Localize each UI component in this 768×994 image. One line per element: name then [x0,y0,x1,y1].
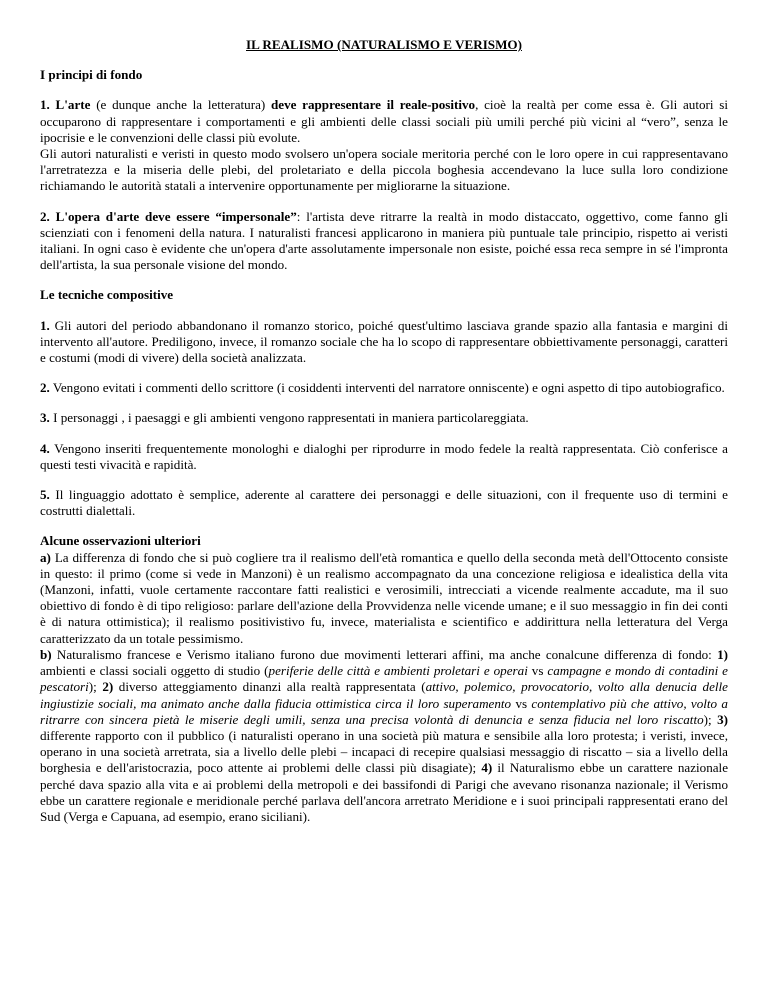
bold-text: deve rappresentare il reale-positivo [270,97,476,113]
section-heading-principi: I principi di fondo [40,67,143,83]
list-item: 2. Vengono evitati i commenti dello scrittore (i cosiddenti interventi del narratore onniscente) e ogni aspetto di tipo autobiografico. [40,380,725,396]
list-item: 1. Gli autori del periodo abbandonano il romanzo storico, poiché quest'ultimo lasciava grande spazio alla fantasia e margini di intervento all'autore. Prediligono, invece, il romanzo sociale che ha lo scopo di rappresentare obbiettivamente personaggi, caratteri e costumi (modi di vivere) della società analizzata. [40,317,728,366]
paragraph-arte: 1. L'arte (e dunque anche la letteratura) deve rappresentare il reale-positivo, cioè la realtà per come essa è. Gli autori si occuparono di rappresentare i comportamenti e gli ambienti delle classi sociali più umili perché più vicini al “vero”, senza le ipocrisie e le convenzioni delle classi più evolute. [40,97,729,145]
observation-a: a) La differenza di fondo che si può cogliere tra il realismo dell'età romantica e quello della seconda metà dell'Ottocento consiste in questo: il primo (come si vede in Manzoni) è un realismo accompagnato da una concezione religiosa e idealistica della vita (Manzoni, infatti, vuole certamente raccontare fatti realistici e verosimili, intrecciati a vicende realmente accadute, ma il suo obiettivo di fondo è di tipo religioso: parlare dell'azione della Provvidenza nelle vicende umane; e il suo messaggio in fin dei conti è di natura ottimistica); il realismo positivistivo fu, invece, materialista e scientifico e addirittura nella letteratura del Verga caratterizzato da un totale pessimismo. [40,549,728,646]
list-item: 5. Il linguaggio adottato è semplice, aderente al carattere dei personaggi e delle situazioni, con il frequente uso di termini e costrutti dialettali. [40,487,728,519]
bold-text: 1. L'arte [40,97,91,113]
paragraph-opera-sociale: Gli autori naturalisti e veristi in questo modo svolsero un'opera sociale meritoria perché con le loro opere in cui rappresentavano l'arretratezza e la miseria delle plebi, del proletariato e della piccola boghesia accendevano la luce sulla loro condizione richiamando le autorità statali a intervenire opportunamente per migliorarne la situazione. [40,146,728,194]
list-item: 4. Vengono inseriti frequentemente monologhi e dialoghi per riprodurre in modo fedele la realtà rappresentata. Ciò conferisce a questi testi vivacità e rapidità. [40,440,728,472]
document-title: IL REALISMO (NATURALISMO E VERISMO) [246,37,522,52]
paragraph-impersonale: 2. L'opera d'arte deve essere “impersonale”: l'artista deve ritrarre la realtà in modo distaccato, oggettivo, come fanno gli scienziati con i fenomeni della natura. I naturalisti francesi applicarono in maniera più puntuale tale principio, rispetto ai veristi italiani. In ogni caso è evidente che un'opera d'arte assolutamente impersonale non esiste, poiché essa reca sempre in sé l'impronta dell'artista, la sua personale visione del mondo. [40,208,728,273]
section-heading-tecniche: Le tecniche compositive [40,287,174,303]
section-heading-osservazioni: Alcune osservazioni ulteriori [40,533,201,549]
list-item: 3. I personaggi , i paesaggi e gli ambienti vengono rappresentati in maniera particolareggiata. [40,410,529,426]
bold-text: 2. L'opera d'arte deve essere “impersonale” [40,208,297,224]
observation-b: b) Naturalismo francese e Verismo italiano furono due movimenti letterari affini, ma anche conalcune differenza di fondo: 1) ambienti e classi sociali oggetto di studio (periferie delle città e ambienti proletari e operai vs campagne e mondo di contadini e pescatori); 2) diverso atteggiamento dinanzi alla realtà rappresentata (attivo, polemico, provocatorio, volto alla denucia delle ingiustizie sociali, ma animato anche dalla fiducia ottimistica circa il loro superamento vs contemplativo più che attivo, volto a ritrarre con sincera pietà le miserie degli umili, senza una precisa volontà di denuncia e senza fiducia nel loro riscatto); 3) differente rapporto con il pubblico (i naturalisti operano in una società più matura e sensibile alla loro protesta; i veristi, invece, operano in una società arretrata, sia a livello delle plebi – incapaci di recepire qualsiasi messaggio di riscatto – sia a livello della borghesia e dell'aristocrazia, poco attente ai problemi delle classi più disagiate); 4) il Naturalismo ebbe un carattere nazionale perché dava spazio alla vita e ai problemi della metropoli e dei bassifondi di Parigi che avevano risonanza nazionale; il Verismo ebbe un carattere regionale e meridionale perché parlava dell'ancora arretrato Meridione e i suoi principali rappresentati erano del Sud (Verga e Capuana, ad esempio, erano siciliani). [40,646,729,824]
